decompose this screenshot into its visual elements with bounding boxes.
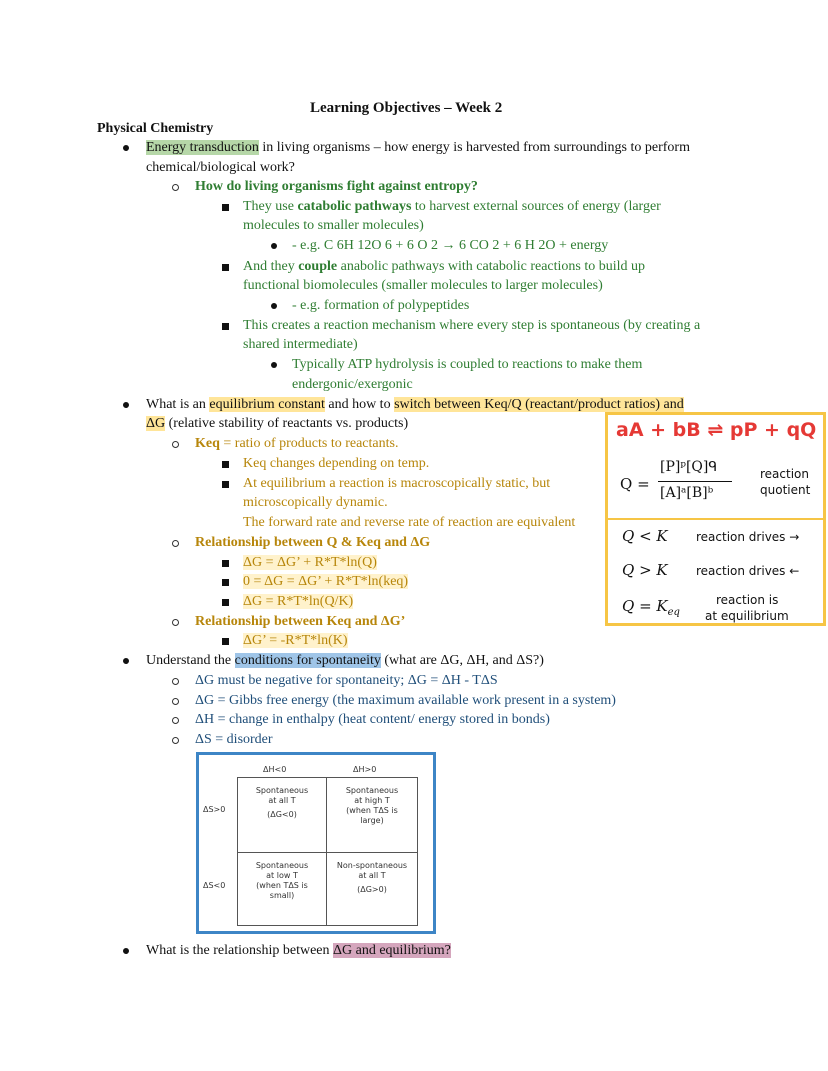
b3-line1 bbox=[146, 652, 544, 670]
b1-p2-example: - e.g. formation of polypeptides bbox=[292, 298, 470, 313]
b2-line1 bbox=[146, 396, 684, 414]
cond-3-text-1: reaction is bbox=[716, 593, 779, 607]
circle-bullet bbox=[172, 184, 179, 191]
cell-text: (ΔG<0) bbox=[267, 810, 297, 819]
q-label-2: quotient bbox=[760, 483, 811, 497]
circle-bullet bbox=[172, 441, 179, 448]
page-title: Learning Objectives – Week 2 bbox=[310, 100, 503, 116]
catabolic-pathways: catabolic pathways bbox=[297, 199, 412, 214]
keq-sub1: Keq changes depending on temp. bbox=[243, 456, 430, 471]
cond-3-lhs bbox=[622, 597, 680, 618]
text: What is the relationship between bbox=[146, 943, 333, 958]
cell-text: (when TΔS is bbox=[346, 806, 398, 815]
cell-text: Spontaneous bbox=[345, 786, 399, 795]
cond-2-text: reaction drives ← bbox=[696, 564, 800, 578]
couple-word: couple bbox=[298, 259, 338, 274]
rel1-eq2 bbox=[243, 573, 408, 591]
text: anabolic pathways with catabolic reactions to build up bbox=[337, 259, 646, 274]
q-denominator: [A]ᵃ[B]ᵇ bbox=[660, 485, 714, 501]
cell-text: at all T bbox=[268, 796, 296, 805]
highlight-dg: ΔG bbox=[146, 416, 166, 431]
highlight-switch: switch between Keq/Q (reactant/product ratios) and bbox=[394, 397, 684, 412]
reaction-equation: aA + bB ⇌ pP + qQ bbox=[616, 419, 817, 441]
b1-p1-example: - e.g. C 6H 12O 6 + 6 O 2 → 6 CO 2 + 6 H 2O + energy bbox=[292, 238, 609, 253]
q-label-1: reaction bbox=[760, 467, 809, 481]
equilibrium-reference-box bbox=[605, 412, 826, 626]
col-header-1: ΔH<0 bbox=[263, 765, 287, 774]
text: = ratio of products to reactants. bbox=[219, 436, 399, 451]
section-heading: Physical Chemistry bbox=[97, 121, 214, 136]
cell-text: at all T bbox=[358, 871, 386, 880]
b1-p3-ex1: Typically ATP hydrolysis is coupled to reactions to make them bbox=[292, 357, 643, 372]
text: What is an bbox=[146, 397, 210, 412]
square-bullet bbox=[222, 638, 229, 645]
square-bullet bbox=[222, 323, 229, 330]
text: Understand the bbox=[146, 653, 235, 668]
highlight-dg-equilibrium: ΔG and equilibrium? bbox=[333, 943, 451, 958]
highlight-conditions: conditions for spontaneity bbox=[234, 653, 381, 668]
circle-bullet bbox=[172, 678, 179, 685]
cell-text: Spontaneous bbox=[255, 861, 309, 870]
cell-text: at low T bbox=[266, 871, 298, 880]
rel1-eq3 bbox=[243, 593, 353, 611]
keq-sub2b: microscopically dynamic. bbox=[243, 495, 388, 510]
circle-bullet bbox=[172, 540, 179, 547]
square-bullet bbox=[222, 461, 229, 468]
b1-line2: chemical/biological work? bbox=[146, 160, 295, 175]
rel1-eq2-text: 0 = ΔG = ΔG’ + R*T*ln(keq) bbox=[243, 574, 409, 589]
highlight-equilibrium-constant: equilibrium constant bbox=[209, 397, 325, 412]
keq-term: Keq bbox=[195, 436, 220, 451]
b3-sub2: ΔG = Gibbs free energy (the maximum available work present in a system) bbox=[195, 693, 616, 708]
circle-bullet bbox=[172, 698, 179, 705]
bullet-dot bbox=[123, 402, 129, 408]
spontaneity-diagram bbox=[196, 752, 436, 934]
bullet-dot bbox=[271, 303, 277, 309]
b3-sub1: ΔG must be negative for spontaneity; ΔG = ΔH - TΔS bbox=[195, 673, 498, 688]
b1-line1 bbox=[146, 139, 690, 157]
text: and how to bbox=[324, 397, 395, 412]
q-numerator: [P]ᵖ[Q]ᑫ bbox=[660, 459, 718, 475]
divider bbox=[608, 518, 823, 520]
square-bullet bbox=[222, 560, 229, 567]
square-bullet bbox=[222, 579, 229, 586]
row-header-1: ΔS>0 bbox=[203, 805, 226, 814]
bullet-dot bbox=[123, 948, 129, 954]
row-header-2: ΔS<0 bbox=[203, 881, 226, 890]
b1-p3-ex2: endergonic/exergonic bbox=[292, 377, 413, 392]
b1-subquestion: How do living organisms fight against entropy? bbox=[195, 179, 478, 194]
b3-sub3: ΔH = change in enthalpy (heat content/ energy stored in bonds) bbox=[195, 712, 550, 727]
cell-text: (when TΔS is bbox=[256, 881, 308, 890]
fraction-bar bbox=[658, 481, 732, 482]
cell-text: (ΔG>0) bbox=[357, 885, 387, 894]
rel2-heading: Relationship between Keq and ΔG’ bbox=[195, 614, 406, 629]
col-header-2: ΔH>0 bbox=[353, 765, 377, 774]
text: (relative stability of reactants vs. products) bbox=[165, 416, 409, 431]
square-bullet bbox=[222, 264, 229, 271]
cond-1-text: reaction drives → bbox=[696, 530, 800, 544]
cond-1-lhs: Q < K bbox=[622, 527, 668, 545]
bullet-dot bbox=[123, 145, 129, 151]
cell-dh-pos-ds-pos bbox=[326, 777, 418, 853]
square-bullet bbox=[222, 599, 229, 606]
text: to harvest external sources of energy (larger bbox=[411, 199, 661, 214]
keq-sub2c: The forward rate and reverse rate of reaction are equivalent bbox=[243, 515, 576, 530]
keq-definition bbox=[195, 435, 398, 453]
b1-p1-line2: molecules to smaller molecules) bbox=[243, 218, 424, 233]
rel2-eq1 bbox=[243, 632, 348, 650]
rel1-heading: Relationship between Q & Keq and ΔG bbox=[195, 535, 431, 550]
b1-p2-line1 bbox=[243, 258, 645, 276]
cell-text: Non-spontaneous bbox=[336, 861, 408, 870]
cell-text: small) bbox=[269, 891, 295, 900]
text: They use bbox=[243, 199, 298, 214]
cond-3-lhs-text: Q = K bbox=[622, 597, 668, 615]
keq-sub2a: At equilibrium a reaction is macroscopically static, but bbox=[243, 476, 551, 491]
rel1-eq1-text: ΔG = ΔG’ + R*T*ln(Q) bbox=[243, 555, 377, 570]
b3-sub4: ΔS = disorder bbox=[195, 732, 273, 747]
rel2-eq1-text: ΔG’ = -R*T*ln(K) bbox=[243, 633, 348, 648]
b4-line1 bbox=[146, 942, 451, 960]
cell-dh-neg-ds-neg bbox=[237, 852, 327, 926]
cell-text: at high T bbox=[354, 796, 390, 805]
text: (what are ΔG, ΔH, and ΔS?) bbox=[380, 653, 544, 668]
circle-bullet bbox=[172, 619, 179, 626]
circle-bullet bbox=[172, 737, 179, 744]
cond-3-sub: eq bbox=[667, 607, 680, 618]
circle-bullet bbox=[172, 717, 179, 724]
text: And they bbox=[243, 259, 299, 274]
cond-2-lhs: Q > K bbox=[622, 561, 668, 579]
cond-3-text-2: at equilibrium bbox=[705, 609, 789, 623]
rel1-eq3-text: ΔG = R*T*ln(Q/K) bbox=[243, 594, 354, 609]
square-bullet bbox=[222, 204, 229, 211]
cell-text: large) bbox=[360, 816, 384, 825]
cell-dh-neg-ds-pos bbox=[237, 777, 327, 853]
square-bullet bbox=[222, 481, 229, 488]
cell-dh-pos-ds-neg bbox=[326, 852, 418, 926]
bullet-dot bbox=[271, 362, 277, 368]
rel1-eq1 bbox=[243, 554, 377, 572]
b1-p3-line1: This creates a reaction mechanism where every step is spontaneous (by creating a bbox=[243, 318, 701, 333]
b1-p1-line1 bbox=[243, 198, 661, 216]
cell-text: Spontaneous bbox=[255, 786, 309, 795]
highlight-energy-transduction: Energy transduction bbox=[146, 140, 259, 155]
b1-text: in living organisms – how energy is harvested from surroundings to perform bbox=[258, 140, 690, 155]
bullet-dot bbox=[271, 243, 277, 249]
b1-p3-line2: shared intermediate) bbox=[243, 337, 358, 352]
b2-line2 bbox=[146, 415, 408, 433]
b1-p2-line2: functional biomolecules (smaller molecules to larger molecules) bbox=[243, 278, 603, 293]
bullet-dot bbox=[123, 658, 129, 664]
q-lhs: Q = bbox=[620, 475, 650, 493]
